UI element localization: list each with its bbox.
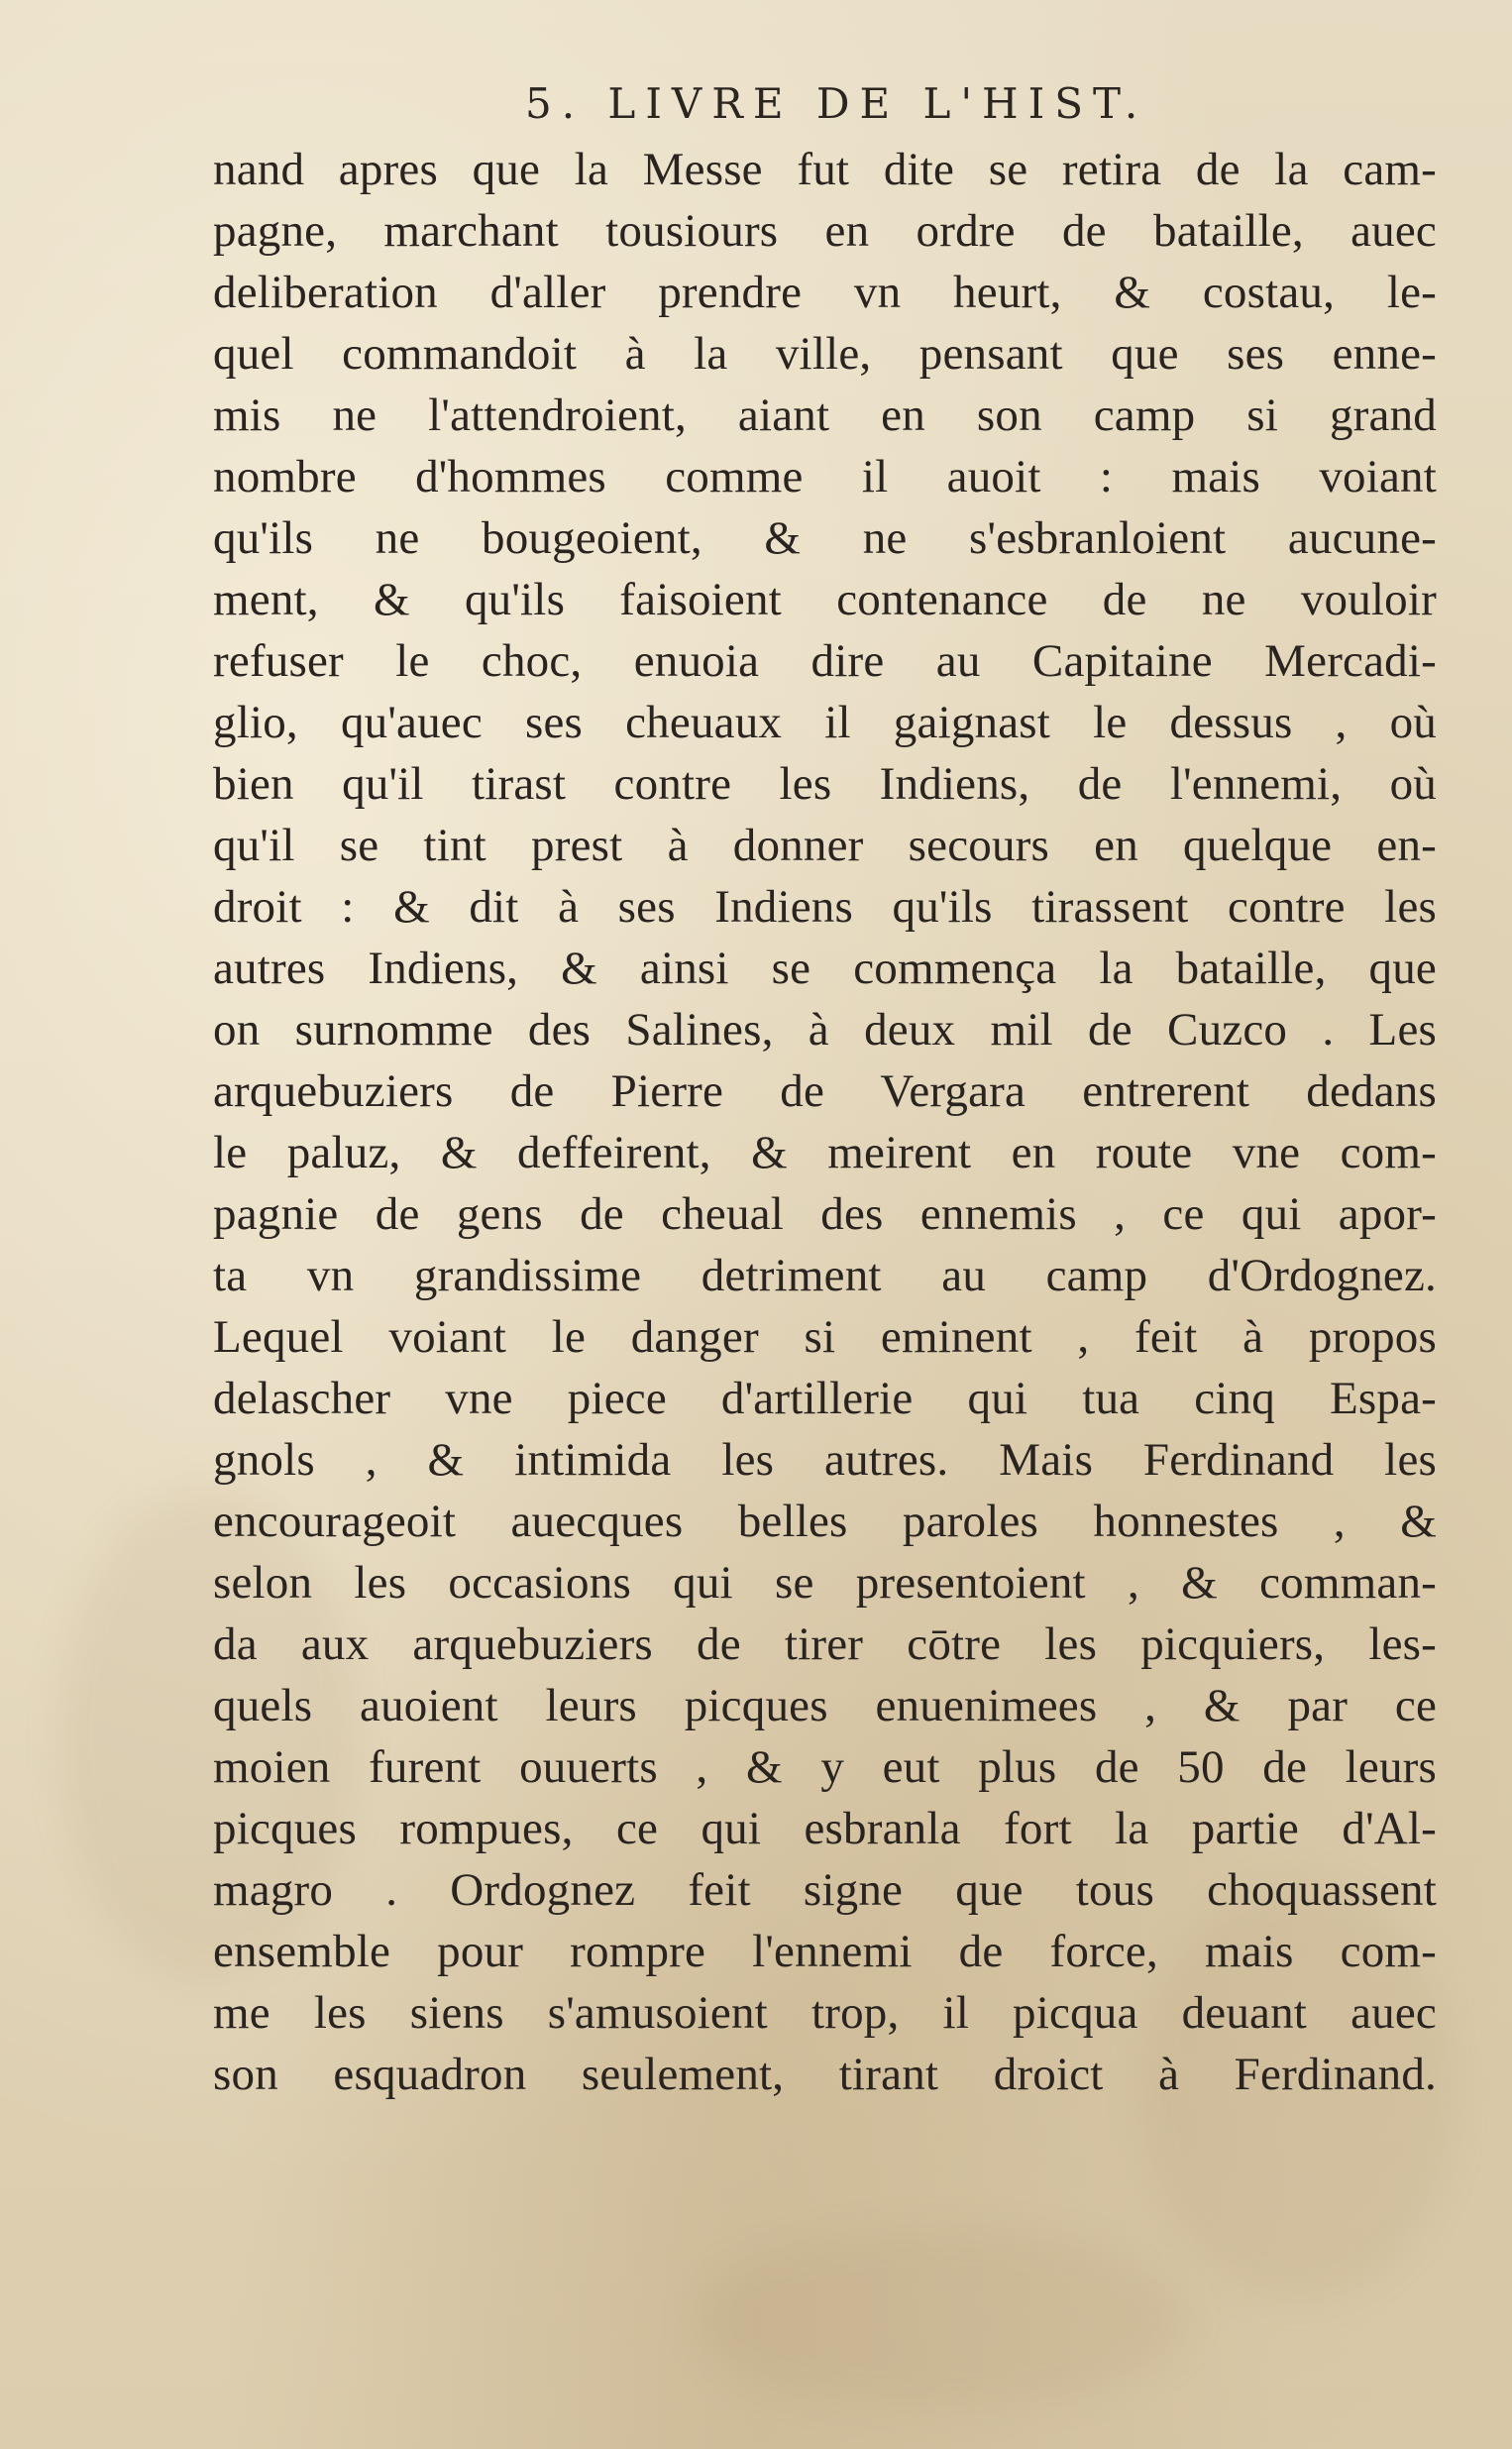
text-line: delascher vne piece d'artillerie qui tua cinq Espa- bbox=[213, 1373, 1437, 1424]
running-head: 5. LIVRE DE L'HIST. bbox=[525, 79, 1148, 128]
text-line: pagnie de gens de cheual des ennemis , ce qui apor- bbox=[213, 1188, 1437, 1240]
text-line: mis ne l'attendroient, aiant en son camp si grand bbox=[213, 390, 1437, 441]
text-line: selon les occasions qui se presentoient , & comman- bbox=[213, 1557, 1437, 1609]
text-line: moien furent ouuerts , & y eut plus de 50 de leurs bbox=[213, 1741, 1437, 1793]
text-line: ta vn grandissime detriment au camp d'Ordognez. bbox=[213, 1250, 1437, 1301]
text-line: picques rompues, ce qui esbranla fort la partie d'Al- bbox=[213, 1803, 1437, 1854]
text-line: on surnomme des Salines, à deux mil de Cuzco . Les bbox=[213, 1004, 1437, 1056]
text-line: glio, qu'auec ses cheuaux il gaignast le dessus , où bbox=[213, 697, 1437, 748]
text-line: autres Indiens, & ainsi se commença la bataille, que bbox=[213, 943, 1437, 994]
text-line: gnols , & intimida les autres. Mais Ferdinand les bbox=[213, 1434, 1437, 1486]
text-line: encourageoit auecques belles paroles honnestes , & bbox=[213, 1496, 1437, 1547]
text-line: quels auoient leurs picques enuenimees , & par ce bbox=[213, 1680, 1437, 1731]
text-line: son esquadron seulement, tirant droict à Ferdinand. bbox=[213, 2049, 1437, 2100]
text-line: bien qu'il tirast contre les Indiens, de l'ennemi, où bbox=[213, 758, 1437, 810]
body-text bbox=[213, 139, 1437, 2105]
text-line: me les siens s'amusoient trop, il picqua deuant auec bbox=[213, 1987, 1437, 2039]
text-line: ensemble pour rompre l'ennemi de force, mais com- bbox=[213, 1926, 1437, 1977]
text-line: da aux arquebuziers de tirer cōtre les picquiers, les- bbox=[213, 1618, 1437, 1670]
text-line: nand apres que la Messe fut dite se retira de la cam- bbox=[213, 144, 1437, 195]
text-line: refuser le choc, enuoia dire au Capitaine Mercadi- bbox=[213, 635, 1437, 687]
text-line: qu'ils ne bougeoient, & ne s'esbranloient aucune- bbox=[213, 512, 1437, 564]
text-line: ment, & qu'ils faisoient contenance de ne vouloir bbox=[213, 574, 1437, 625]
text-line: pagne, marchant tousiours en ordre de bataille, auec bbox=[213, 205, 1437, 257]
text-line: quel commandoit à la ville, pensant que ses enne- bbox=[213, 328, 1437, 380]
text-line: droit : & dit à ses Indiens qu'ils tirassent contre les bbox=[213, 881, 1437, 933]
text-line: nombre d'hommes comme il auoit : mais voiant bbox=[213, 451, 1437, 502]
text-line: Lequel voiant le danger si eminent , feit à propos bbox=[213, 1311, 1437, 1363]
text-line: arquebuziers de Pierre de Vergara entrerent dedans bbox=[213, 1065, 1437, 1117]
text-line: deliberation d'aller prendre vn heurt, & costau, le- bbox=[213, 267, 1437, 318]
paper-stain bbox=[694, 2230, 1189, 2408]
text-line: qu'il se tint prest à donner secours en quelque en- bbox=[213, 820, 1437, 871]
text-line: magro . Ordognez feit signe que tous choquassent bbox=[213, 1864, 1437, 1916]
text-line: le paluz, & deffeirent, & meirent en route vne com- bbox=[213, 1127, 1437, 1178]
